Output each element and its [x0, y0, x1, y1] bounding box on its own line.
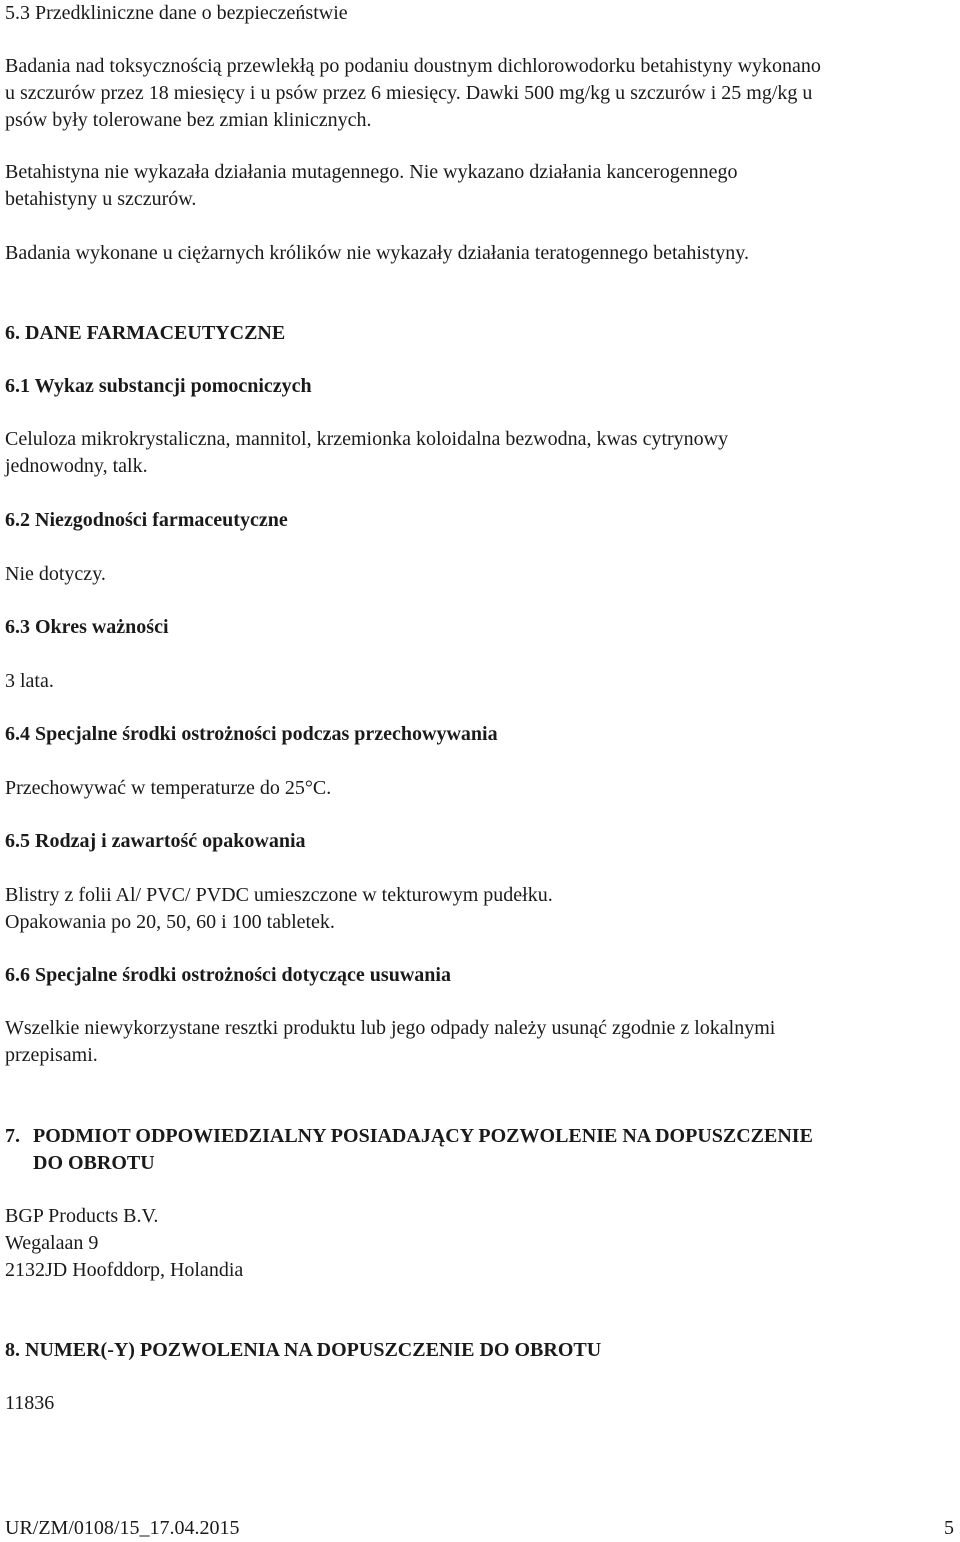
section-6-5-heading: 6.5 Rodzaj i zawartość opakowania — [5, 830, 306, 852]
paragraph-line: betahistyny u szczurów. — [5, 188, 197, 210]
section-8-heading: 8. NUMER(-Y) POZWOLENIA NA DOPUSZCZENIE DO OBROTU — [5, 1339, 602, 1361]
paragraph-line: Opakowania po 20, 50, 60 i 100 tabletek. — [5, 911, 335, 933]
page-number: 5 — [944, 1517, 954, 1539]
paragraph-line: Badania nad toksycznością przewlekłą po podaniu doustnym dichlorowodorku betahistyny wykonano — [5, 55, 821, 77]
address-line: 2132JD Hoofddorp, Holandia — [5, 1259, 244, 1281]
paragraph-line: Wszelkie niewykorzystane resztki produktu lub jego odpady należy usunąć zgodnie z lokalnymi — [5, 1017, 776, 1039]
section-6-heading: 6. DANE FARMACEUTYCZNE — [5, 322, 286, 344]
section-6-2-heading: 6.2 Niezgodności farmaceutyczne — [5, 509, 288, 531]
paragraph-line: Celuloza mikrokrystaliczna, mannitol, krzemionka koloidalna bezwodna, kwas cytrynowy — [5, 428, 729, 450]
paragraph-line: Nie dotyczy. — [5, 563, 106, 585]
document-reference: UR/ZM/0108/15_17.04.2015 — [5, 1517, 240, 1539]
paragraph-line: przepisami. — [5, 1044, 98, 1066]
paragraph-line: Blistry z folii Al/ PVC/ PVDC umieszczone w tekturowym pudełku. — [5, 884, 553, 906]
paragraph-line: Betahistyna nie wykazała działania mutagennego. Nie wykazano działania kancerogennego — [5, 161, 738, 183]
section-6-3-heading: 6.3 Okres ważności — [5, 616, 169, 638]
paragraph-line: Przechowywać w temperaturze do 25°C. — [5, 777, 332, 799]
section-5-3-heading: 5.3 Przedkliniczne dane o bezpieczeństwie — [5, 2, 348, 24]
paragraph-line: psów były tolerowane bez zmian klinicznych. — [5, 109, 372, 131]
paragraph-line: jednowodny, talk. — [5, 455, 148, 477]
address-line: Wegalaan 9 — [5, 1232, 99, 1254]
paragraph-line: Badania wykonane u ciężarnych królików nie wykazały działania teratogennego betahistyny. — [5, 242, 749, 264]
section-7-heading: PODMIOT ODPOWIEDZIALNY POSIADAJĄCY POZWOLENIE NA DOPUSZCZENIE — [33, 1125, 813, 1147]
section-7-number: 7. — [5, 1125, 20, 1147]
authorization-number: 11836 — [5, 1392, 55, 1414]
section-6-4-heading: 6.4 Specjalne środki ostrożności podczas przechowywania — [5, 723, 498, 745]
section-6-1-heading: 6.1 Wykaz substancji pomocniczych — [5, 375, 312, 397]
paragraph-line: u szczurów przez 18 miesięcy i u psów przez 6 miesięcy. Dawki 500 mg/kg u szczurów i 25 mg/kg u — [5, 82, 813, 104]
section-7-heading: DO OBROTU — [33, 1152, 155, 1174]
section-6-6-heading: 6.6 Specjalne środki ostrożności dotyczące usuwania — [5, 964, 451, 986]
paragraph-line: 3 lata. — [5, 670, 54, 692]
address-line: BGP Products B.V. — [5, 1205, 159, 1227]
